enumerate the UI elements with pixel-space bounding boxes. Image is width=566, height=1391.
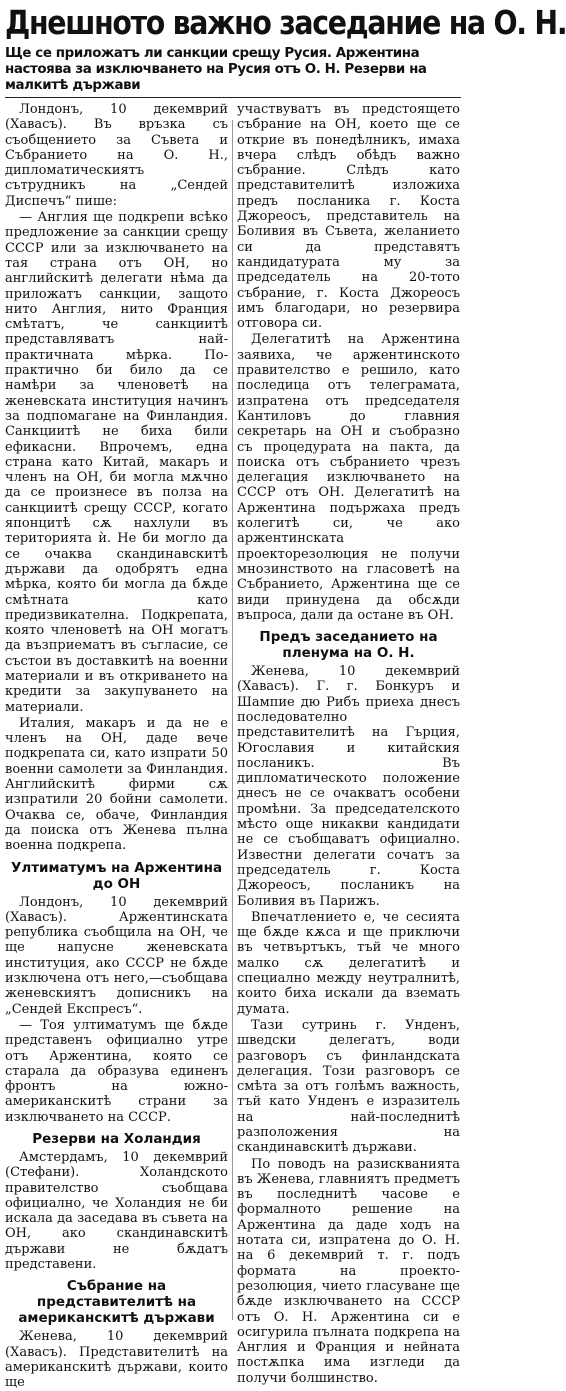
paragraph: Лондонъ, 10 декемврий (Хавасъ). Аржентинската република съобщила на ОН, че ще напусне женевската институция, ако СССР не бѫде изключена отъ него,—съобщава женевскиятъ дописникъ на „Сендей Експресъ“. <box>5 894 228 1017</box>
section-heading: Ултиматумъ на Аржентина до ОН <box>10 859 223 892</box>
headline: Днешното важно заседание на О. Н. <box>5 3 566 42</box>
paragraph: Делегатитѣ на Аржентина заявиха, че аржентинското правителство е решило, като последица отъ телеграмата, изпратена отъ председателя Кантиловъ до главния секретарь на ОН и съобразно съ процедурата на пакта, да поиска отъ събранието чрезъ делегация изключването на СССР отъ ОН. Делегатитѣ на Аржентина подържаха предъ колегитѣ си, че ако аржентинската проекторезолюция не получи мнозинството на гласоветѣ на Събранието, Аржентина ще се види принудена да обсѫди въпроса, дали да остане въ ОН. <box>237 332 460 623</box>
right-column <box>237 102 460 1391</box>
paragraph: По поводъ на разискванията въ Женева, главниятъ предметъ въ последнитѣ часове е формалното решение на Аржентина да даде ходъ на нотата си, изпратена до О. Н. на 6 декемврий т. г. подъ формата на проекто-резолюция, чието гласуване ще бѫде изключването на СССР отъ О. Н. Аржентина си е осигурила пълната подкрепа на Англия и Франция и нейната постѫпка има изгледи да получи болшинство. <box>237 1156 460 1386</box>
paragraph: — Англия ще подкрепи всѣко предложение за санкции срещу СССР или за изключването на тая страна отъ ОН, но английскитѣ делегати нѣма да приложатъ санкции, защото нито Англия, нито Франция смѣтатъ, че санкциитѣ представляватъ най-практичната мѣрка. По-практично би било да се намѣри за членоветѣ на женевската институция начинъ за подпомагане на Финландия. Санкциитѣ не биха били ефикасни. Впрочемъ, една страна като Китай, макаръ и членъ на ОН, би могла мѫчно да се произнесе въ полза на санкциитѣ срещу СССР, когато японцитѣ сѫ нахлули въ територията ѝ. Не би могло да се очаква скандинавскитѣ държави да одобрятъ една мѣрка, която би могла да бѫде смѣтната като предизвикателна. Подкрепата, която членоветѣ на ОН могатъ да възприематъ въ съгласие, се състои въ доставкитѣ на военни материали и въ откриването на кредити за закупуването на материали. <box>5 210 228 715</box>
subheadline: Ще се приложатъ ли санкции срещу Русия. Аржентина настоява за изключването на Русия отъ О. Н. Резерви на малкитѣ държави <box>5 46 461 98</box>
column-divider <box>232 120 233 1320</box>
section-heading: Предъ заседанието на пленума на О. Н. <box>259 629 438 662</box>
paragraph: Тази сутринь г. Унденъ, шведски делегатъ, води разговоръ съ финландската делегация. Този разговоръ се смѣта за отъ голѣмъ важность, тъй като Унденъ е изразитель на най-последнитѣ разположения на скандинавскитѣ държави. <box>237 1017 460 1156</box>
paragraph: — Тоя ултиматумъ ще бѫде представенъ официално утре отъ Аржентина, която се старала да образува единенъ фронтъ на южно-американскитѣ страни за изключването на СССР. <box>5 1017 228 1125</box>
paragraph: Амстердамъ, 10 декемврий (Стефани). Холандското правителство съобщава официално, че Холандия не би искала да заседава въ съвета на ОН, ако скандинавскитѣ държави не бѫдатъ представени. <box>5 1150 228 1273</box>
paragraph: Италия, макаръ и да не е членъ на ОН, даде вече подкрепата си, като изпрати 50 военни самолети за Финландия. Английскитѣ фирми сѫ изпратили 20 бойни самолети. Очаква се, обаче, Финландия да поиска отъ Женева пълна военна подкрепа. <box>5 715 228 854</box>
section-heading: Събрание на представителитѣ на американскитѣ държави <box>18 1278 215 1327</box>
paragraph: Женева, 10 декемврий (Хавасъ). Представителитѣ на американскитѣ държави, които ще <box>5 1329 228 1391</box>
paragraph: участвуватъ въ предстоящето събрание на ОН, което ще се открие въ понедѣлникъ, имаха вчера слѣдъ обѣдъ важно събрание. Слѣдъ като представителитѣ изложиха предъ посланика г. Коста Джореосъ, представитель на Боливия въ Съвета, желанието си да представятъ кандидатурата му за председатель на 20-тото събрание, г. Коста Джореосъ имъ благодари, но резервира отговора си. <box>237 102 460 332</box>
paragraph: Женева, 10 декемврий (Хавасъ). Г. г. Бонкуръ и Шампие дю Рибъ приеха днесъ последователно представителитѣ на Гърция, Югославия и китайския посланикъ. Въ дипломатическото положение днесъ не се очакватъ особени промѣни. За председателското мѣсто още никакви кандидати не се съобщаватъ официално. Известни делегати сочатъ за председатель г. Коста Джореосъ, посланикъ на Боливия въ Парижъ. <box>237 664 460 909</box>
paragraph: Лондонъ, 10 декемврий (Хавасъ). Въ връзка съ съобщението за Съвета и Събранието на О. Н., дипломатическиятъ сътрудникъ на „Сендей Диспечъ“ пише: <box>5 102 228 209</box>
left-column <box>5 102 228 1391</box>
paragraph: Впечатлението е, че сесията ще бѫде кѫса и ще приключи въ четвъртъкъ, тъй че много малко сѫ делегатитѣ и специално между неутралнитѣ, които биха искали да вземать думата. <box>237 909 460 1017</box>
article-columns <box>5 102 461 1391</box>
section-heading: Резерви на Холандия <box>32 1131 201 1147</box>
